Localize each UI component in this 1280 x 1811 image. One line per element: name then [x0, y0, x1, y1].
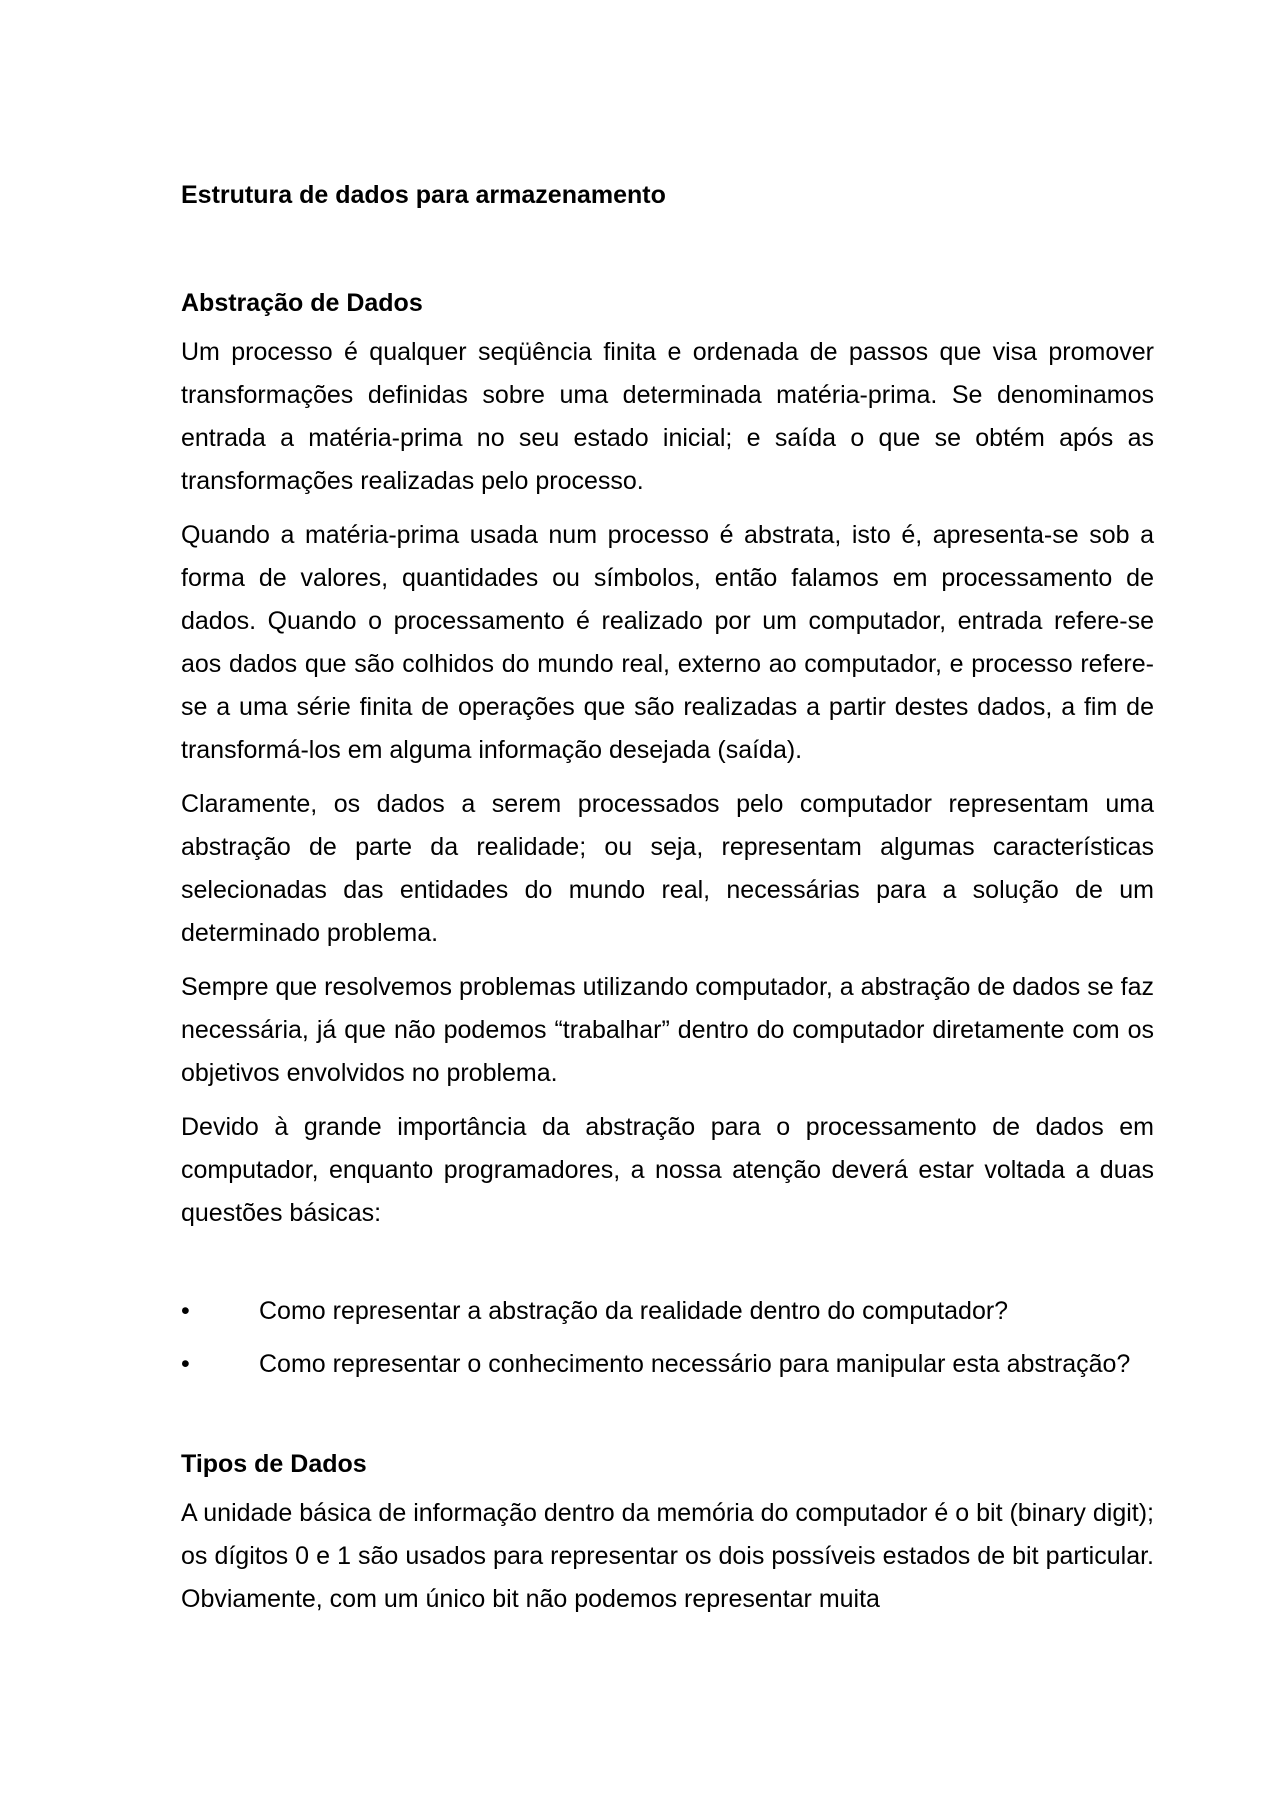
- bullet-icon: •: [181, 1350, 190, 1378]
- document-body: [181, 177, 1154, 1621]
- bullet-icon: •: [181, 1297, 190, 1325]
- section-abstracao-de-dados: [181, 285, 1154, 1386]
- list-item-text: Como representar a abstração da realidade dentro do computador?: [259, 1297, 1009, 1325]
- paragraph: Quando a matéria-prima usada num processo é abstrata, isto é, apresenta-se sob a forma de valores, quantidades ou símbolos, então falamos em processamento de dados. Quando o processamento é realizado por um computador, entrada refere-se aos dados que são colhidos do mundo real, externo ao computador, e processo refere-se a uma série finita de operações que são realizadas a partir destes dados, a fim de transformá-los em alguma informação desejada (saída).: [181, 521, 1154, 764]
- paragraph: A unidade básica de informação dentro da memória do computador é o bit (binary digit); os dígitos 0 e 1 são usados para representar os dois possíveis estados de bit particular. Obviamente, com um único bit não podemos representar muita: [181, 1499, 1154, 1613]
- section-tipos-de-dados: [181, 1446, 1154, 1621]
- section-heading: Abstração de Dados: [181, 289, 423, 317]
- section-heading: Tipos de Dados: [181, 1450, 367, 1478]
- list-item: [181, 1343, 1154, 1386]
- list-item-text: Como representar o conhecimento necessário para manipular esta abstração?: [259, 1350, 1131, 1378]
- paragraph: Sempre que resolvemos problemas utilizando computador, a abstração de dados se faz necessária, já que não podemos “trabalhar” dentro do computador diretamente com os objetivos envolvidos no problema.: [181, 973, 1154, 1087]
- paragraph: Um processo é qualquer seqüência finita e ordenada de passos que visa promover transformações definidas sobre uma determinada matéria-prima. Se denominamos entrada a matéria-prima no seu estado inicial; e saída o que se obtém após as transformações realizadas pelo processo.: [181, 338, 1154, 495]
- paragraph: Devido à grande importância da abstração para o processamento de dados em computador, enquanto programadores, a nossa atenção deverá estar voltada a duas questões básicas:: [181, 1113, 1154, 1227]
- paragraph: Claramente, os dados a serem processados pelo computador representam uma abstração de parte da realidade; ou seja, representam algumas características selecionadas das entidades do mundo real, necessárias para a solução de um determinado problema.: [181, 790, 1154, 947]
- document-title: Estrutura de dados para armazenamento: [181, 181, 666, 209]
- list-item: [181, 1290, 1154, 1333]
- bullet-list: [181, 1290, 1154, 1386]
